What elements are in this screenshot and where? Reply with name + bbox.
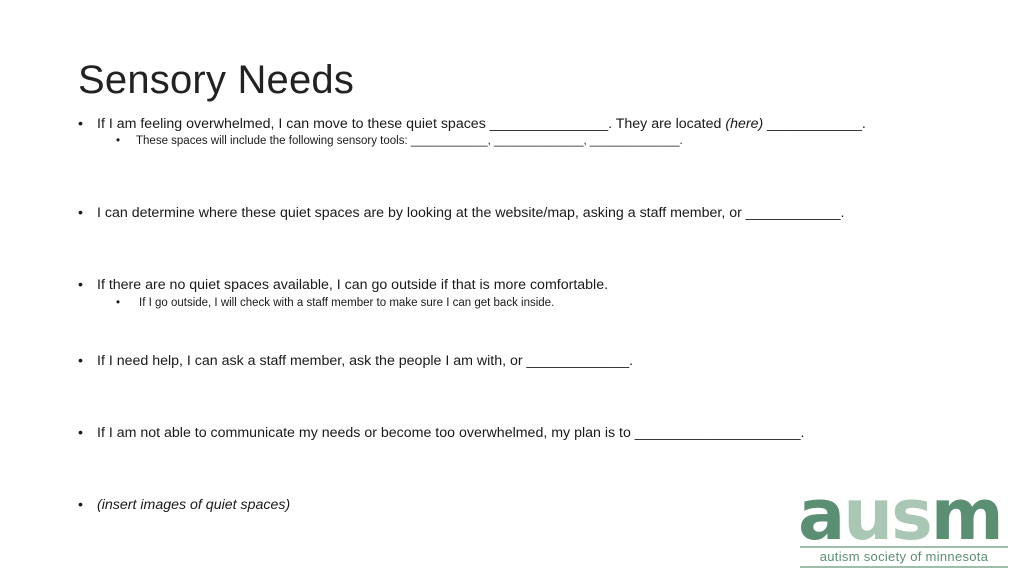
sub-bullet-text: These spaces will include the following sensory tools: ____________, ______________, ______________. [136, 135, 683, 147]
bullet-text: If I am feeling overwhelmed, I can move to these quiet spaces _______________. They are located [97, 116, 726, 132]
bullet-text: If I am not able to communicate my needs or become too overwhelmed, my plan is to _____________________. [97, 425, 805, 441]
sub-bullet-sensory-tools [116, 135, 683, 147]
sub-bullet-check-staff [116, 297, 554, 309]
bullet-dot: • [78, 205, 83, 221]
bullet-go-outside [78, 277, 608, 293]
bullet-text: I can determine where these quiet spaces are by looking at the website/map, asking a staff member, or ____________. [97, 205, 845, 221]
logo-letter-u: u [843, 474, 892, 556]
bullet-dot: • [78, 425, 83, 441]
bullet-text: If I need help, I can ask a staff member, ask the people I am with, or _____________. [97, 353, 634, 369]
bullet-text: If there are no quiet spaces available, I can go outside if that is more comfortable. [97, 277, 609, 293]
bullet-dot: • [116, 135, 121, 147]
ausm-logo [798, 474, 1012, 570]
bullet-determine-spaces [78, 205, 844, 221]
logo-tagline: autism society of minnesota [800, 546, 1008, 568]
sub-bullet-text: If I go outside, I will check with a staff member to make sure I can get back inside. [139, 297, 555, 309]
logo-letter-s: s [891, 474, 931, 556]
bullet-italic: (here) [725, 116, 764, 132]
bullet-dot: • [116, 297, 121, 309]
logo-letter-m: m [930, 474, 1002, 556]
bullet-plan [78, 425, 804, 441]
bullet-dot: • [78, 353, 83, 369]
bullet-need-help [78, 353, 633, 369]
bullet-dot: • [78, 277, 83, 293]
bullet-italic: (insert images of quiet spaces) [97, 497, 291, 513]
logo-letter-a: a [798, 474, 844, 556]
bullet-text-end: ____________. [763, 116, 866, 132]
bullet-dot: • [78, 116, 83, 132]
bullet-dot: • [78, 497, 83, 513]
logo-wordmark [798, 474, 1012, 556]
bullet-quiet-spaces [78, 116, 866, 132]
bullet-insert-images [78, 497, 290, 513]
slide-title: Sensory Needs [78, 58, 355, 102]
